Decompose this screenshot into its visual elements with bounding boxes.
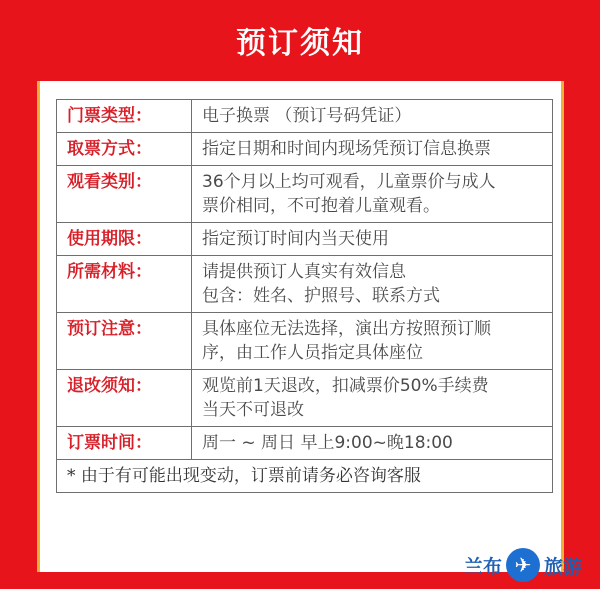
table-row <box>57 166 553 223</box>
table-row <box>57 100 553 133</box>
row-label: 预订注意： <box>57 313 192 370</box>
table-row <box>57 223 553 256</box>
booking-info-table <box>56 99 553 493</box>
table-row <box>57 256 553 313</box>
row-value: 周一 ~ 周日 早上9:00~晚18:00 <box>192 427 553 460</box>
row-value: 36个月以上均可观看，儿童票价与成人 票价相同，不可抱着儿童观看。 <box>192 166 553 223</box>
row-label: 使用期限： <box>57 223 192 256</box>
table-row <box>57 133 553 166</box>
footnote: * 由于有可能出现变动，订票前请务必咨询客服 <box>57 460 553 493</box>
row-value: 指定日期和时间内现场凭预订信息换票 <box>192 133 553 166</box>
plane-logo-icon: ✈ <box>506 548 540 582</box>
row-value: 观览前1天退改，扣减票价50%手续费 当天不可退改 <box>192 370 553 427</box>
row-value: 电子换票 （预订号码凭证） <box>192 100 553 133</box>
row-label: 取票方式： <box>57 133 192 166</box>
row-label: 退改须知： <box>57 370 192 427</box>
logo-text-right: 旅游 <box>543 555 582 578</box>
brand-logo <box>464 547 582 583</box>
row-label: 订票时间： <box>57 427 192 460</box>
row-label: 观看类别： <box>57 166 192 223</box>
table-row <box>57 370 553 427</box>
row-label: 所需材料： <box>57 256 192 313</box>
table-row <box>57 460 553 493</box>
row-value: 请提供预订人真实有效信息 包含：姓名、护照号、联系方式 <box>192 256 553 313</box>
row-value: 具体座位无法选择，演出方按照预订顺 序，由工作人员指定具体座位 <box>192 313 553 370</box>
page-title: 预订须知 <box>236 26 364 61</box>
row-value: 指定预订时间内当天使用 <box>192 223 553 256</box>
info-card <box>37 81 564 572</box>
logo-text-left: 兰布 <box>463 555 502 578</box>
row-label: 门票类型： <box>57 100 192 133</box>
table-row <box>57 427 553 460</box>
table-row <box>57 313 553 370</box>
